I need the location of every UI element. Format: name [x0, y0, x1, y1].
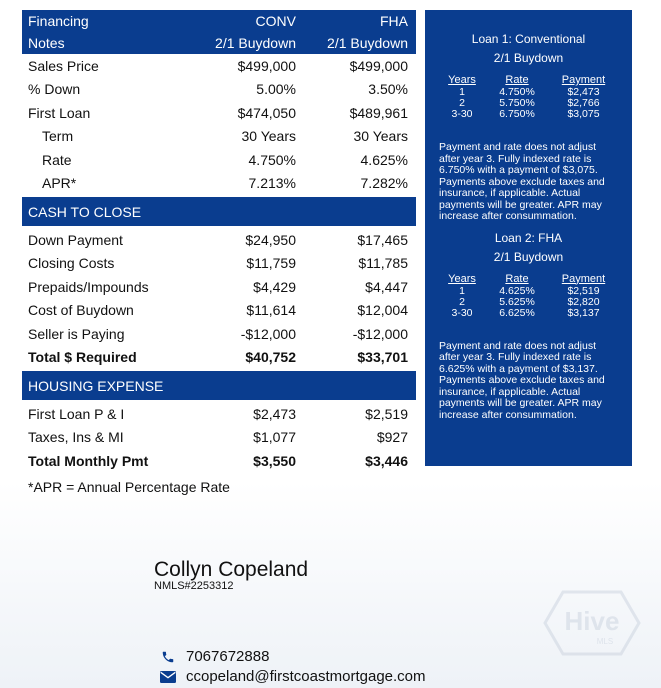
col-payment: Payment: [561, 272, 606, 285]
financing-table: [22, 10, 416, 495]
fha-value: $11,785: [358, 255, 408, 272]
loan1-schedule: [439, 74, 618, 120]
conv-value: $4,429: [253, 278, 296, 295]
loan-officer-name: Collyn Copeland: [154, 558, 309, 581]
years: 2: [459, 295, 465, 308]
conv-value: 4.750%: [248, 151, 296, 168]
conv-value: $3,550: [253, 452, 296, 469]
col-rate: Rate: [505, 74, 529, 86]
row-term: [22, 125, 416, 149]
row-first-loan-pi: [22, 402, 416, 426]
fha-value: 30 Years: [353, 128, 408, 145]
row-label: Seller is Paying: [28, 325, 125, 342]
email-address[interactable]: ccopeland@firstcoastmortgage.com: [186, 668, 426, 685]
phone-number[interactable]: 7067672888: [186, 648, 270, 665]
row-label: First Loan: [28, 104, 91, 121]
rate: 5.625%: [499, 295, 535, 308]
table-row: [439, 308, 618, 319]
email-contact[interactable]: [158, 668, 426, 685]
years: 1: [459, 86, 465, 98]
row-label: APR*: [42, 175, 77, 192]
loan1-title: Loan 1: Conventional: [471, 32, 586, 46]
row-cost-of-buydown: [22, 299, 416, 323]
col-payment: Payment: [561, 74, 606, 86]
payment: $3,137: [567, 306, 600, 319]
row-percent-down: [22, 78, 416, 102]
loan2-subtitle: 2/1 Buydown: [493, 249, 564, 264]
payment: $2,473: [567, 86, 600, 98]
fha-value: $33,701: [357, 349, 408, 366]
phone-icon: [158, 650, 178, 664]
row-down-payment: [22, 228, 416, 252]
years: 3-30: [451, 306, 473, 319]
conv-value: $11,759: [246, 255, 296, 272]
fha-value: -$12,000: [352, 325, 408, 342]
fha-value: 7.282%: [360, 175, 408, 192]
conv-value: -$12,000: [240, 325, 296, 342]
fha-value: $2,519: [365, 405, 408, 422]
fha-value: 3.50%: [368, 81, 408, 98]
buydown-panel: [425, 10, 632, 466]
header-financing: Financing: [28, 13, 89, 29]
fha-value: $489,961: [349, 104, 408, 121]
fha-value: $499,000: [349, 57, 408, 74]
watermark-subtext: MLS: [596, 637, 614, 646]
header-fha: FHA: [380, 13, 408, 29]
conv-value: 30 Years: [241, 128, 296, 145]
row-total-required: [22, 346, 416, 370]
row-label: Taxes, Ins & MI: [28, 429, 124, 446]
row-label: Rate: [42, 151, 72, 168]
row-total-monthly: [22, 449, 416, 473]
col-years: Years: [448, 272, 476, 285]
rate: 6.750%: [499, 108, 535, 120]
col-rate: Rate: [505, 272, 529, 285]
row-label: Total $ Required: [28, 349, 137, 366]
years: 1: [459, 284, 465, 297]
loan1-subtitle: 2/1 Buydown: [493, 51, 564, 65]
row-taxes-ins: [22, 426, 416, 450]
payment: $2,820: [567, 295, 600, 308]
payment: $3,075: [567, 108, 600, 120]
loan1-schedule-header: [439, 74, 618, 86]
row-prepaids: [22, 275, 416, 299]
section-housing-expense: [22, 371, 416, 400]
loan2-disclaimer: Payment and rate does not adjust after year 3. Fully indexed rate is 6.625% with a payment of $3,137. Payments above exclude taxes and insurance, if applicable. Actual payments will be greater. APR may increase after consummation.: [439, 339, 605, 421]
loan2-schedule-header: [439, 273, 618, 285]
years: 3-30: [451, 108, 473, 120]
fha-value: $3,446: [365, 452, 408, 469]
table-row: [439, 297, 618, 308]
loan2-schedule: [439, 273, 618, 319]
row-label: Term: [42, 128, 74, 145]
payment: $2,519: [567, 284, 600, 297]
row-label: % Down: [28, 81, 81, 98]
row-rate: [22, 148, 416, 172]
row-label: Prepaids/Impounds: [28, 278, 149, 295]
conv-value: $11,614: [246, 302, 296, 319]
apr-note: *APR = Annual Percentage Rate: [28, 478, 230, 495]
row-label: Down Payment: [28, 231, 123, 248]
conv-value: 7.213%: [248, 175, 296, 192]
rate: 6.625%: [499, 306, 535, 319]
header-conv: CONV: [255, 13, 296, 29]
row-label: Cost of Buydown: [28, 302, 134, 319]
row-seller-paying: [22, 322, 416, 346]
conv-value: $40,752: [245, 349, 296, 366]
phone-contact[interactable]: [158, 648, 269, 665]
conv-value: $474,050: [237, 104, 296, 121]
row-label: Sales Price: [28, 57, 99, 74]
header-fha-buydown: 2/1 Buydown: [327, 35, 408, 51]
row-sales-price: [22, 54, 416, 78]
payment: $2,766: [567, 97, 600, 109]
fha-value: $927: [376, 429, 408, 446]
section-title: CASH TO CLOSE: [28, 203, 142, 220]
header-notes: Notes: [28, 35, 65, 51]
table-header-row1: [22, 10, 416, 32]
section-cash-to-close: [22, 197, 416, 226]
conv-value: $499,000: [237, 57, 296, 74]
conv-value: $24,950: [245, 231, 296, 248]
conv-value: 5.00%: [256, 81, 296, 98]
conv-value: $1,077: [253, 429, 296, 446]
row-label: First Loan P & I: [28, 405, 125, 422]
loan1-disclaimer: Payment and rate does not adjust after year 3. Fully indexed rate is 6.750% with a payment of $3,075. Payments above exclude taxes and insurance, if applicable. Actual payments will be greater. APR may increase after consummation.: [439, 141, 605, 222]
row-label: Closing Costs: [28, 255, 115, 272]
row-label: Total Monthly Pmt: [28, 452, 149, 469]
col-years: Years: [448, 74, 476, 86]
fha-value: $4,447: [365, 278, 408, 295]
row-first-loan: [22, 101, 416, 125]
nmls-number: NMLS#2253312: [154, 580, 234, 592]
section-title: HOUSING EXPENSE: [28, 377, 164, 394]
conv-value: $2,473: [253, 405, 296, 422]
hive-mls-watermark: [533, 588, 651, 658]
table-header-row2: [22, 32, 416, 54]
rate: 4.750%: [499, 86, 535, 98]
watermark-text: Hive: [564, 606, 620, 636]
fha-value: $12,004: [357, 302, 408, 319]
row-apr: [22, 172, 416, 196]
row-closing-costs: [22, 252, 416, 276]
header-conv-buydown: 2/1 Buydown: [215, 35, 296, 51]
table-row: [439, 109, 618, 120]
table-row: [439, 286, 618, 297]
loan2-title: Loan 2: FHA: [494, 230, 563, 245]
rate: 5.750%: [499, 97, 535, 109]
rate: 4.625%: [499, 284, 535, 297]
years: 2: [459, 97, 465, 109]
fha-value: $17,465: [357, 231, 408, 248]
fha-value: 4.625%: [360, 151, 408, 168]
envelope-icon: [158, 671, 178, 683]
